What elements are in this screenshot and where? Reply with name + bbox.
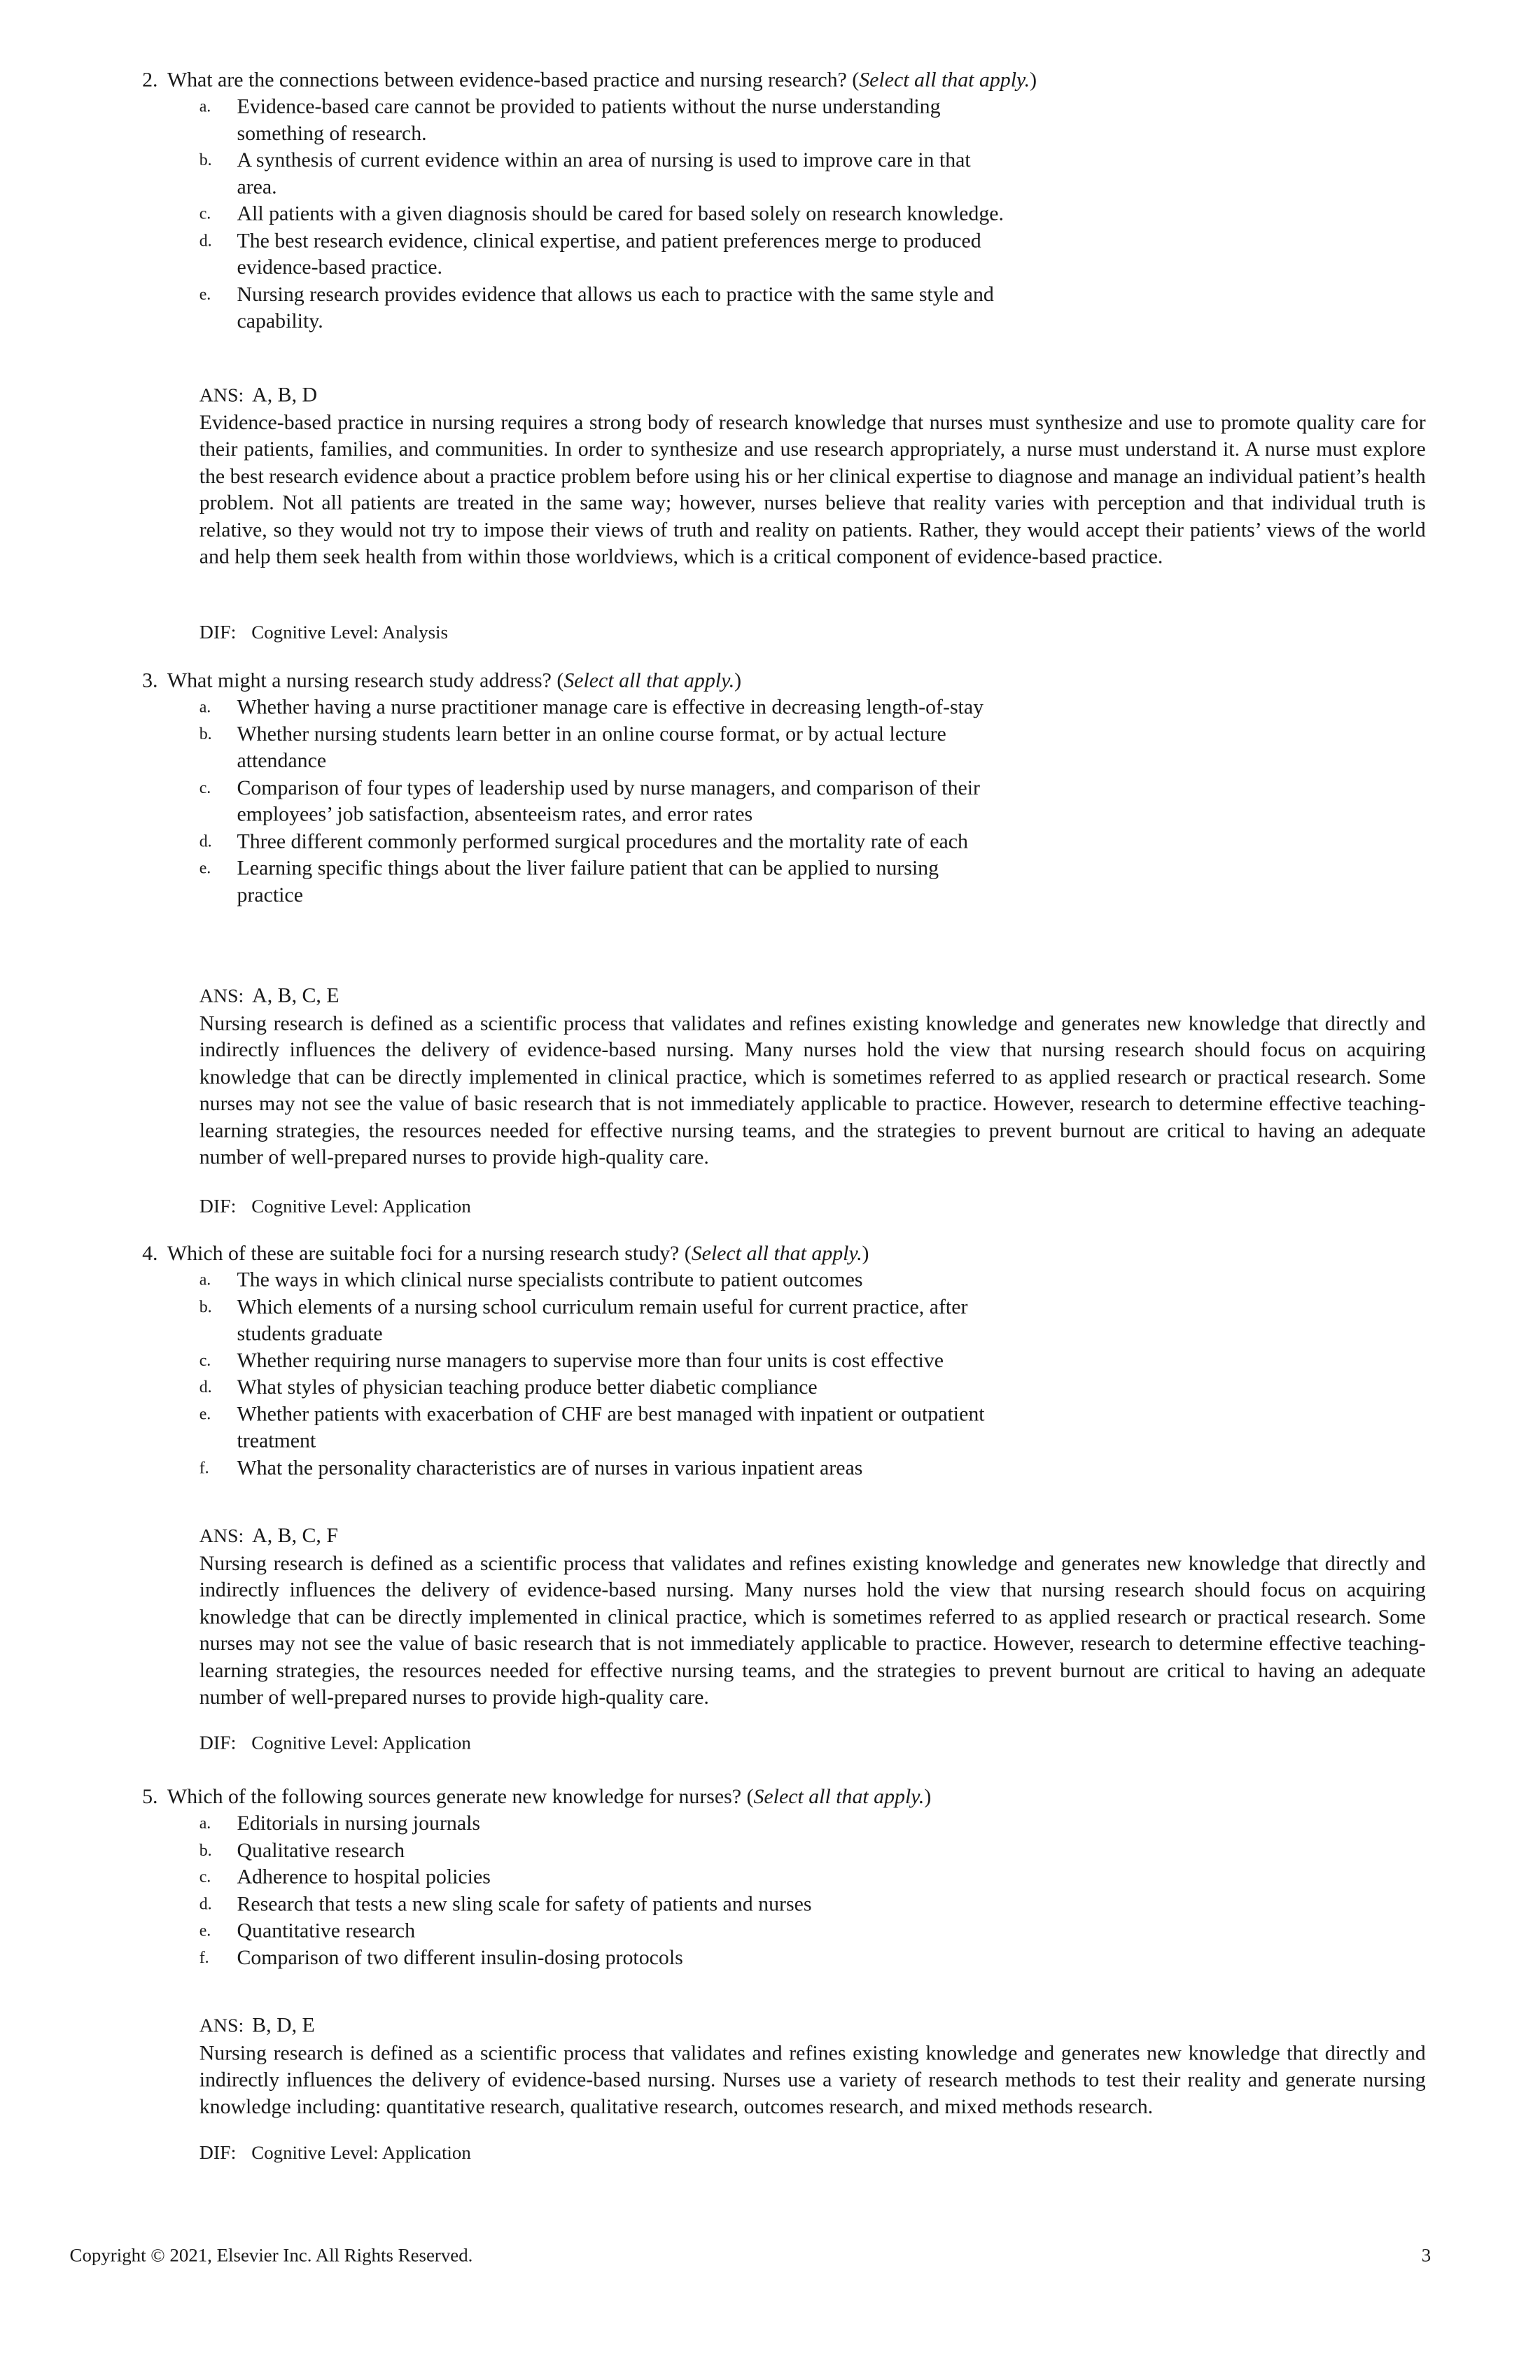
option-text: Whether patients with exacerbation of CHF are best managed with inpatient or outpatient treatment	[237, 1402, 985, 1452]
option-letter: c.	[199, 1868, 211, 1886]
option-letter: c.	[199, 1351, 211, 1370]
option-letter: c.	[199, 204, 211, 223]
option-a	[200, 1810, 1008, 1837]
option-f	[200, 1945, 1008, 1971]
option-text: Which elements of a nursing school curriculum remain useful for current practice, after students graduate	[237, 1295, 968, 1345]
option-letter: e.	[199, 1405, 211, 1424]
option-c	[200, 201, 1008, 227]
question-text: What are the connections between evidence-based practice and nursing research? (	[167, 68, 860, 92]
difficulty-label: DIF:	[199, 2142, 237, 2164]
answer-line	[200, 2012, 1426, 2040]
answer-block	[200, 382, 1426, 570]
option-b	[200, 1837, 1008, 1864]
difficulty-label: DIF:	[199, 1732, 237, 1754]
difficulty-value: Cognitive Level: Analysis	[251, 621, 448, 643]
option-text: Learning specific things about the liver failure patient that can be applied to nursing practice	[237, 856, 939, 906]
option-text: Whether having a nurse practitioner manage care is effective in decreasing length-of-stay	[237, 695, 984, 719]
option-f	[200, 1455, 1008, 1481]
option-letter: d.	[199, 1895, 212, 1914]
difficulty-label: DIF:	[199, 1196, 237, 1218]
option-text: Editorials in nursing journals	[237, 1812, 481, 1835]
option-e	[200, 1401, 1008, 1455]
option-text: Three different commonly performed surgical procedures and the mortality rate of each	[237, 830, 968, 853]
option-b	[200, 147, 1008, 201]
question-stem	[142, 1240, 1212, 1267]
option-e	[200, 1917, 1008, 1944]
option-letter: c.	[199, 778, 211, 797]
answer-value: B, D, E	[252, 2013, 315, 2037]
option-a	[200, 93, 1008, 147]
option-text: Evidence-based care cannot be provided to patients without the nurse understanding something of research.	[237, 94, 941, 145]
select-all-note: Select all that apply.	[753, 1785, 925, 1809]
question-number: 4.	[142, 1241, 158, 1265]
question-text: Which of the following sources generate new knowledge for nurses? (	[167, 1785, 754, 1809]
answer-line	[200, 1522, 1426, 1550]
answer-options	[200, 1267, 1008, 1482]
answer-value: A, B, C, F	[252, 1524, 338, 1547]
option-text: What the personality characteristics are of nurses in various inpatient areas	[237, 1456, 863, 1479]
question-number: 3.	[142, 668, 158, 692]
stem-close: )	[924, 1785, 932, 1809]
answer-block	[200, 983, 1426, 1171]
option-text: Adherence to hospital policies	[237, 1865, 491, 1889]
option-text: Research that tests a new sling scale for safety of patients and nurses	[237, 1892, 812, 1916]
option-e	[200, 281, 1008, 335]
answer-options	[200, 93, 1008, 335]
rationale: Evidence-based practice in nursing requires a strong body of research knowledge that nurses must synthesize and use to promote quality care for their patients, families, and communities. In order to synthesize and use research appropriately, a nurse must understand it. A nurse must explore the best research evidence about a practice problem before using his or her clinical expertise to diagnose and manage an individual patient’s health problem. Not all patients are treated in the same way; however, nurses believe that reality varies with perception and that individual truth is relative, so they would not try to impose their views of truth and reality on patients. Rather, they would accept their patients’ views of the world and help them seek health from within those worldviews, which is a critical component of evidence-based practice.	[199, 410, 1426, 568]
answer-options	[200, 1810, 1008, 1971]
rationale: Nursing research is defined as a scientific process that validates and refines existing knowledge and generates new knowledge that directly and indirectly influences the delivery of evidence-based nursing. Many nurses hold the view that nursing research should focus on acquiring knowledge that can be directly implemented in clinical practice, which is sometimes referred to as applied research or practical research. Some nurses may not see the value of basic research that is not immediately applicable to practice. However, research to determine effective teaching-learning strategies, the resources needed for effective nursing teams, and the strategies to prevent burnout are critical to having an adequate number of well-prepared nurses to provide high-quality care.	[199, 1551, 1426, 1709]
option-text: Comparison of two different insulin-dosing protocols	[237, 1945, 683, 1969]
difficulty-line	[200, 1730, 896, 1757]
option-text: All patients with a given diagnosis should be cared for based solely on research knowledge.	[237, 202, 1004, 225]
option-text: The ways in which clinical nurse specialists contribute to patient outcomes	[237, 1268, 863, 1292]
option-c	[200, 1348, 1008, 1374]
question-text: What might a nursing research study address? (	[167, 668, 564, 692]
option-text: Qualitative research	[237, 1838, 405, 1862]
option-d	[200, 227, 1008, 281]
option-d	[200, 1374, 1008, 1401]
option-text: The best research evidence, clinical expertise, and patient preferences merge to produced evidence-based practice.	[237, 229, 981, 279]
option-text: Comparison of four types of leadership used by nurse managers, and comparison of their employees’ job satisfaction, absenteeism rates, and error rates	[237, 776, 981, 826]
option-text: What styles of physician teaching produce better diabetic compliance	[237, 1376, 818, 1399]
answer-line	[200, 382, 1426, 410]
option-b	[200, 721, 1008, 775]
answer-block	[200, 1522, 1426, 1711]
answer-options	[200, 694, 1008, 909]
option-b	[200, 1294, 1008, 1348]
option-letter: b.	[199, 1841, 212, 1860]
answer-label: ANS:	[199, 1525, 244, 1547]
answer-label: ANS:	[199, 384, 244, 407]
rationale: Nursing research is defined as a scientific process that validates and refines existing knowledge and generates new knowledge that directly and indirectly influences the delivery of evidence-based nursing. Nurses use a variety of research methods to test their reality and generate nursing knowledge including: quantitative research, qualitative research, outcomes research, and mixed methods research.	[199, 2041, 1426, 2118]
option-d	[200, 828, 1008, 855]
difficulty-line	[200, 1193, 896, 1220]
answer-block	[200, 2012, 1426, 2120]
option-letter: e.	[199, 1921, 211, 1940]
answer-label: ANS:	[199, 2015, 244, 2037]
answer-line	[200, 983, 1426, 1010]
option-letter: d.	[199, 231, 212, 250]
rationale: Nursing research is defined as a scientific process that validates and refines existing knowledge and generates new knowledge that directly and indirectly influences the delivery of evidence-based nursing. Many nurses hold the view that nursing research should focus on acquiring knowledge that can be directly implemented in clinical practice, which is sometimes referred to as applied research or practical research. Some nurses may not see the value of basic research that is not immediately applicable to practice. However, research to determine effective teaching-learning strategies, the resources needed for effective nursing teams, and the strategies to prevent burnout are critical to having an adequate number of well-prepared nurses to provide high-quality care.	[199, 1011, 1426, 1169]
option-letter: a.	[199, 698, 211, 717]
option-letter: d.	[199, 1378, 212, 1396]
select-all-note: Select all that apply.	[691, 1241, 862, 1265]
footer-copyright: Copyright © 2021, Elsevier Inc. All Rights Reserved.	[69, 2244, 473, 2266]
question-number: 5.	[142, 1785, 158, 1809]
select-all-note: Select all that apply.	[564, 668, 735, 692]
option-letter: d.	[199, 832, 212, 850]
question-stem	[142, 67, 1212, 94]
option-letter: e.	[199, 285, 211, 304]
option-letter: f.	[199, 1458, 209, 1477]
option-letter: a.	[199, 1270, 211, 1289]
difficulty-label: DIF:	[199, 621, 237, 643]
option-text: Whether nursing students learn better in an online course format, or by actual lecture attendance	[237, 722, 946, 772]
answer-value: A, B, C, E	[252, 983, 340, 1007]
difficulty-value: Cognitive Level: Application	[251, 2142, 471, 2163]
stem-close: )	[734, 668, 742, 692]
option-c	[200, 774, 1008, 828]
option-a	[200, 694, 1008, 720]
option-text: A synthesis of current evidence within an area of nursing is used to improve care in that area.	[237, 148, 971, 199]
option-letter: a.	[199, 97, 211, 116]
option-e	[200, 855, 1008, 909]
page-number: 3	[1421, 2244, 1432, 2266]
option-text: Nursing research provides evidence that allows us each to practice with the same style and capability.	[237, 282, 994, 332]
question-stem	[142, 1784, 1212, 1810]
option-c	[200, 1864, 1008, 1891]
option-d	[200, 1891, 1008, 1917]
option-text: Quantitative research	[237, 1919, 415, 1942]
question-stem	[142, 668, 1212, 694]
difficulty-value: Cognitive Level: Application	[251, 1732, 471, 1754]
option-letter: b.	[199, 724, 212, 743]
stem-close: )	[1030, 68, 1037, 92]
difficulty-line	[200, 619, 896, 646]
select-all-note: Select all that apply.	[859, 68, 1030, 92]
option-letter: b.	[199, 151, 212, 169]
option-text: Whether requiring nurse managers to supervise more than four units is cost effective	[237, 1348, 944, 1372]
option-letter: e.	[199, 859, 211, 878]
option-letter: a.	[199, 1814, 211, 1833]
difficulty-line	[200, 2139, 896, 2166]
option-letter: b.	[199, 1298, 212, 1316]
difficulty-value: Cognitive Level: Application	[251, 1196, 471, 1217]
stem-close: )	[862, 1241, 869, 1265]
option-letter: f.	[199, 1948, 209, 1967]
answer-label: ANS:	[199, 985, 244, 1007]
answer-value: A, B, D	[252, 383, 318, 407]
question-text: Which of these are suitable foci for a nursing research study? (	[167, 1241, 692, 1265]
question-number: 2.	[142, 68, 158, 92]
option-a	[200, 1267, 1008, 1294]
